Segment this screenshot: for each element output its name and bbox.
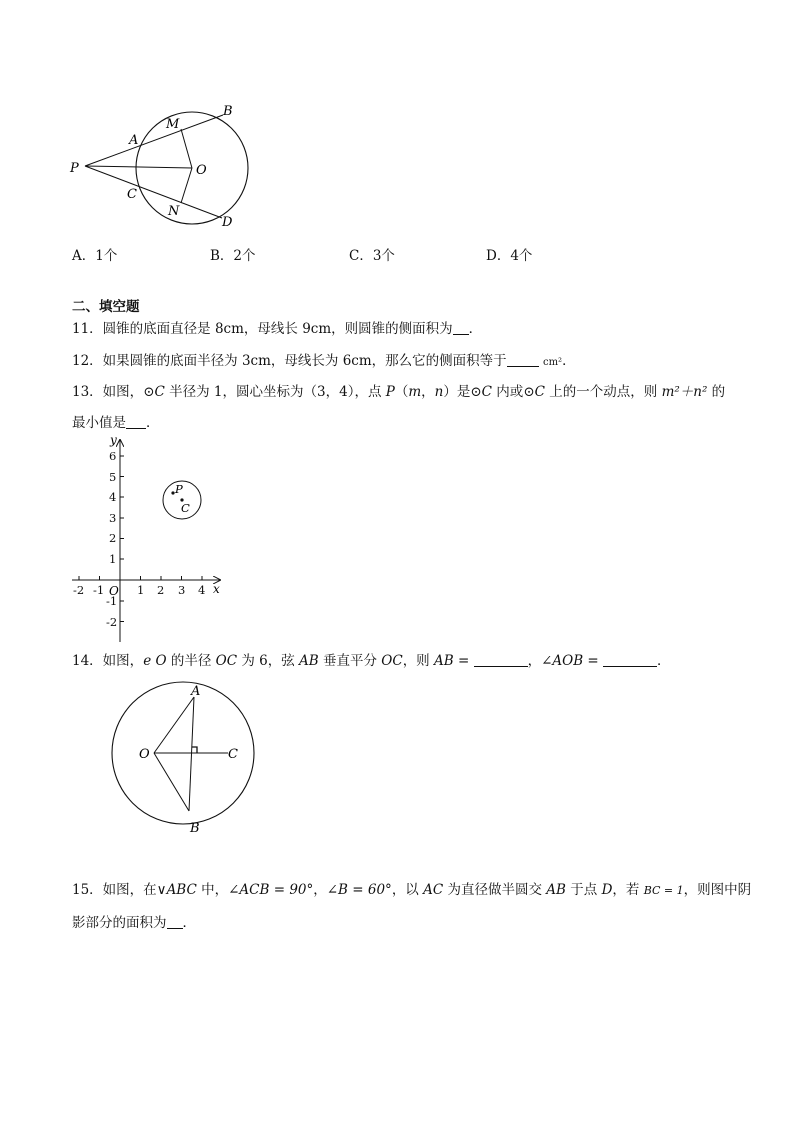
q13-end: ． <box>146 415 160 431</box>
q14-ab-2: AB <box>433 653 454 669</box>
q13-expression: m²＋n² <box>661 384 708 400</box>
y-tick-label: 3 <box>109 511 117 525</box>
q15-ac: AC <box>423 882 444 898</box>
q15-t11: 于点 <box>565 882 602 898</box>
q15-d: D <box>601 882 613 898</box>
q13-m: m <box>408 384 422 400</box>
q15-triangle: ABC <box>166 882 197 898</box>
q14-t1: 14．如图， <box>72 653 144 669</box>
q14-circle-o: e O <box>143 653 167 669</box>
label-d: D <box>222 215 233 230</box>
segment-oa <box>154 697 194 753</box>
question-15-line-1 <box>72 880 751 901</box>
q13-t1: 13．如图， <box>72 384 144 400</box>
x-axis-label: x <box>213 582 220 596</box>
label-n: N <box>168 204 180 219</box>
q14-eq-2: = <box>583 653 604 669</box>
right-angle-mark <box>192 747 198 753</box>
q15-t15: ，则图中阴 <box>683 882 752 898</box>
q13-t11: 内或 <box>492 384 524 400</box>
option-a: A．1个 <box>72 248 118 264</box>
q13-point-p: P <box>385 384 395 400</box>
q13-t13: 上的一个动点，则 <box>544 384 662 400</box>
q15-t5: ， <box>313 882 327 898</box>
q14-t5: 为 6，弦 <box>237 653 300 669</box>
question-14 <box>72 651 671 671</box>
q15-t13: ，若 <box>612 882 644 898</box>
q14-eq: = <box>453 653 474 669</box>
option-d: D．4个 <box>486 248 533 264</box>
q14-t12: ， <box>527 653 542 669</box>
secant-pb <box>85 115 223 166</box>
x-tick-label: 3 <box>178 583 186 597</box>
y-tick-label: -1 <box>106 594 118 608</box>
q15-answer-blank[interactable] <box>167 914 183 929</box>
x-tick-label: -1 <box>93 583 105 597</box>
y-tick-label: 5 <box>109 470 117 484</box>
q11-answer-blank[interactable] <box>453 320 469 335</box>
question-12 <box>72 351 576 373</box>
q14-t7: 垂直平分 <box>318 653 382 669</box>
q12-end: ． <box>562 353 576 369</box>
label-b: B <box>223 104 233 119</box>
section-title: 二、填空题 <box>72 299 140 315</box>
q14-oc-2: OC <box>381 653 403 669</box>
q15-ab: AB <box>546 882 566 898</box>
segment-ob <box>154 753 189 811</box>
q15-bc: BC = 1 <box>643 884 684 897</box>
q13-n: n <box>434 384 444 400</box>
q15-line2: 影部分的面积为 <box>72 915 167 931</box>
chord-ab <box>189 697 194 811</box>
q13-t5: （ <box>394 384 409 400</box>
option-b: B．2个 <box>210 248 256 264</box>
label-m: M <box>166 117 180 132</box>
segment-mo <box>181 129 192 168</box>
y-tick-marks <box>120 456 124 622</box>
label-a: A <box>129 133 139 148</box>
question-15-line-2 <box>72 913 196 933</box>
q14-answer-blank-2[interactable] <box>603 652 657 667</box>
x-tick-label: -2 <box>73 583 85 597</box>
q12-answer-blank[interactable] <box>507 352 539 367</box>
label-p: P <box>175 482 183 496</box>
q14-answer-blank-1[interactable] <box>474 652 528 667</box>
x-tick-label: 2 <box>157 583 165 597</box>
q15-end: ． <box>182 915 196 931</box>
label-c: C <box>127 187 137 202</box>
q15-t3: 中， <box>196 882 229 898</box>
label-p: P <box>70 161 79 176</box>
q15-angle-b: ∠B = 60° <box>326 882 392 898</box>
q14-t3: 的半径 <box>166 653 216 669</box>
question-13-line-2 <box>72 413 160 433</box>
x-tick-marks <box>79 576 202 580</box>
q11-text: 11．圆锥的底面直径是 8cm，母线长 9cm，则圆锥的侧面积为 <box>72 321 453 337</box>
question-11 <box>72 319 482 339</box>
option-c: C．3个 <box>349 248 395 264</box>
label-o: O <box>196 163 207 178</box>
q15-angle-acb: ∠ACB = 90° <box>228 882 314 898</box>
q15-t1: 15．如图，在∨ <box>72 882 167 898</box>
label-b: B <box>190 821 200 836</box>
x-tick-label: 4 <box>198 583 206 597</box>
secant-circle-figure <box>65 100 255 230</box>
segment-po <box>85 166 192 168</box>
q13-circle-c-3: ⊙C <box>523 384 545 400</box>
q13-answer-blank[interactable] <box>126 414 146 429</box>
y-tick-label: 6 <box>109 449 117 463</box>
q13-circle-c: ⊙C <box>143 384 165 400</box>
q14-angle: ∠AOB <box>541 653 584 669</box>
q11-end: ． <box>468 321 483 337</box>
label-c: C <box>181 501 190 515</box>
q13-t3: 半径为 1，圆心坐标为（3，4），点 <box>164 384 386 400</box>
q14-t9: ，则 <box>402 653 434 669</box>
x-tick-label: 1 <box>137 583 145 597</box>
y-tick-label: -2 <box>106 615 118 629</box>
y-axis-label: y <box>110 433 117 447</box>
y-tick-label: 2 <box>109 531 117 545</box>
question-13-line-1 <box>72 382 725 402</box>
q14-oc: OC <box>215 653 238 669</box>
label-o: O <box>139 747 150 762</box>
y-tick-label: 1 <box>109 552 117 566</box>
q14-ab: AB <box>299 653 319 669</box>
q13-t7: ， <box>421 384 435 400</box>
q12-text: 12．如果圆锥的底面半径为 3cm，母线长为 6cm，那么它的侧面积等于 <box>72 353 507 369</box>
q13-t15: 的 <box>707 384 726 400</box>
q15-t9: 为直径做半圆交 <box>443 882 547 898</box>
coordinate-plane-figure <box>62 434 232 644</box>
label-c: C <box>228 747 238 762</box>
label-a: A <box>191 684 201 699</box>
q12-unit: cm² <box>542 357 563 368</box>
q13-t9: ）是 <box>443 384 471 400</box>
q14-end: ． <box>657 653 671 669</box>
chord-circle-figure <box>82 680 262 840</box>
y-tick-label: 4 <box>109 490 117 504</box>
segment-no <box>181 168 192 203</box>
origin-label: O <box>109 584 119 598</box>
q13-line2: 最小值是 <box>72 415 126 431</box>
q13-circle-c-2: ⊙C <box>470 384 493 400</box>
q15-t7: ，以 <box>391 882 424 898</box>
